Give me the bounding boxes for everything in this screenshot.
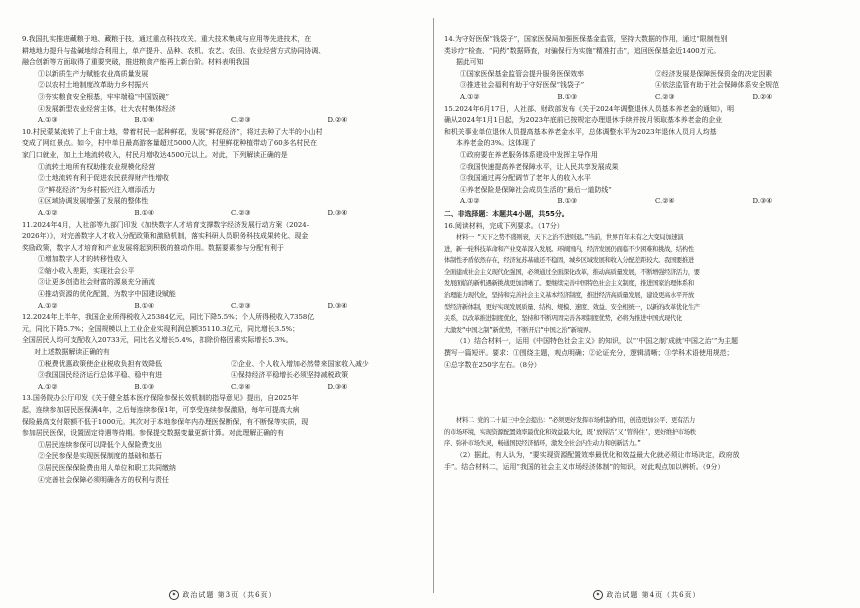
choice-d: D.③④ xyxy=(327,382,348,391)
choice-c: C.②④ xyxy=(655,197,675,206)
statement-option: ①国家医保基金监管会提升服务医保效率 xyxy=(460,69,585,78)
requirement-line: ④总字数在250字左右。（8分） xyxy=(444,360,541,369)
choice-b: B.①④ xyxy=(134,116,155,125)
answer-choices xyxy=(460,196,850,208)
page-4 xyxy=(444,0,850,608)
choice-a: A.①③ xyxy=(38,116,58,125)
statement-option: ④保持经济平稳增长必须坚持减税政策 xyxy=(231,371,349,380)
choice-c: C.②③ xyxy=(655,92,675,101)
question-stem: 元，同比下降5.7%；全国规模以上工业企业实现利润总额35110.3亿元，同比增长3.5%； xyxy=(22,324,300,333)
question-stem: 类诊疗”检查、“同药”数据筛查，对骗保行为实施“精准打击”，追回医保基金近1400万元。 xyxy=(444,46,721,55)
statement-option: ③我国通过再分配调节了老年人的收入水平 xyxy=(460,174,591,183)
question-11 xyxy=(22,220,424,313)
question-stem: 融合创新等方面取得了重要突破，推进粮食产能再上新台阶。材料表明我国 xyxy=(22,58,250,67)
material-line: 发展面临的新机遇新挑战更加清晰了。要继续完善中国特色社会主义制度，推进国家治理体系和 xyxy=(444,280,694,288)
question-9 xyxy=(22,34,424,127)
question-stem: 全国居民人均可支配收入20733元，同比名义增长5.4%，扣除价格因素实际增长5.3%。 xyxy=(22,336,293,345)
material-line: 型经济新体制，更好实现发展质量、结构、规模、速度、效益、安全相统一，以新的改革优化生产 xyxy=(444,303,700,311)
question-stem: 12.2024年上半年，我国企业所得税收入25384亿元，同比下降5.5%；个人所得税收入7358亿 xyxy=(22,313,315,322)
statement-option: ②经济发展是保障医保资金的决定因素 xyxy=(655,69,773,78)
statement-row xyxy=(38,370,424,382)
brand-logo-icon: ✦ xyxy=(169,590,179,600)
question-stem: 起，连续参加居民医保满4年，之后每连续参保1年，可享受连续参保激励，每年可提高大病 xyxy=(22,406,300,414)
statement-option: ④养老保险是保障社会成员生活的“最后一道防线” xyxy=(460,185,612,194)
statement-option: ②缩小收入差距，实现社会公平 xyxy=(38,266,135,275)
question-stem: 奖励政策，数字人才培育和产业发展将起到积极的推动作用。数据要素参与分配有利于 xyxy=(22,243,284,252)
question-stem: 参加居民医保，设置固定待遇等待期。参保提交数据变量更新计算。对此理解正确的有 xyxy=(22,429,284,438)
choice-d: D.③④ xyxy=(327,208,348,217)
question-15 xyxy=(444,104,850,208)
question-stem: 本养老金的3%。这体现了 xyxy=(456,139,536,148)
requirement-line: （2）据此，有人认为，“要实现资源配置效率最优化和效益最大化就必须让市场决定，政府放 xyxy=(456,451,740,459)
statement-option: ③推进社会福利有助于守好医保“钱袋子” xyxy=(460,81,585,90)
choice-a: A.①② xyxy=(38,382,58,391)
statement-option: ②我国快速提高养老保障水平，让人民共享发展成果 xyxy=(460,162,619,171)
material-line: 全面建成社会主义现代化强国，必须通过全面深化改革，推动高质量发展，不断增强经济活力，要 xyxy=(444,268,700,276)
question-stem: 和机关事业单位退休人员提高基本养老金水平，总体调整水平为2023年退休人员月人均基 xyxy=(444,127,717,136)
statement-option: ③让更多创造社会财富的源泉充分涌流 xyxy=(38,278,156,287)
question-stem: 9.我国扎实推进藏粮于地、藏粮于技，通过重点科技攻关、重大技术集成与应用等先进技术，在 xyxy=(22,35,312,43)
choice-c: C.②③ xyxy=(231,301,251,310)
page-3 xyxy=(22,0,424,608)
statement-option: ①流转土地所有权助推农业规模化经营 xyxy=(38,162,156,171)
statement-option: ②以农村土地制度改革助力乡村振兴 xyxy=(38,81,149,90)
choice-c: C.②③ xyxy=(231,208,251,217)
statement-option: ③我国国民经济运行总体平稳、稳中有进 xyxy=(38,371,163,380)
choice-d: D.③④ xyxy=(752,197,773,206)
material-1 xyxy=(444,232,850,336)
page-footer xyxy=(22,590,424,602)
material-line: 序、弥补市场失灵，畅通国民经济循环，激发全社会内生动力和创新活力。” xyxy=(444,440,641,448)
choice-a: A.①② xyxy=(460,92,480,101)
choice-d: D.③④ xyxy=(327,301,348,310)
statement-option: ①增加数字人才的转移性收入 xyxy=(38,255,128,264)
material-line: 大激发“中国之制”新优势，不断开启“中国之治”新境界。 xyxy=(444,326,595,334)
page-number: 政治试题 第4页（共6页） xyxy=(606,591,701,599)
statement-option: ④依法监管有助于社会保障体系安全规范 xyxy=(655,81,780,90)
answer-choices xyxy=(38,301,424,313)
statement-option: ①居民连续参保可以降低个人保险费支出 xyxy=(38,440,163,449)
choice-a: A.①② xyxy=(38,208,58,217)
question-16-stem: 16.阅读材料，完成下列要求。（17分） xyxy=(444,221,564,230)
question-stem: 变成了网红景点。如今，村中单日最高游客量超过5000人次，村里鲜花种植带动了60多名村民在 xyxy=(22,139,318,148)
question-stem: 15.2024年6月17日，人社部、财政部发布《关于2024年调整退休人员基本养老金的通知》，明 xyxy=(444,104,735,113)
statement-option: ①政府要在养老服务体系建设中发挥主导作用 xyxy=(460,150,598,159)
statement-option: ②土地流转有利于促进农民获得财产性增收 xyxy=(38,174,169,183)
question-13 xyxy=(22,393,424,486)
material-line: 进，新一轮科技革命和产业变革深入发展。环顾国内，经济发展仍面临不少困难和挑战，结构性 xyxy=(444,245,694,253)
statement-option: ④完善社会保障必须明确各方的权利与责任 xyxy=(38,475,169,484)
answer-choices xyxy=(38,382,424,394)
question-stem: 13.国务院办公厅印发《关于健全基本医疗保险参保长效机制的指导意见》提出，自2025年 xyxy=(22,394,299,403)
question-stem: 确从2024年1月1日起，为2023年底前已按规定办理退休手续并按月领取基本养老金的企业 xyxy=(444,116,723,125)
choice-c: C.②③ xyxy=(231,116,251,125)
question-14 xyxy=(444,34,850,104)
statement-option: ④区域协调发展增强了发展的整体性 xyxy=(38,197,149,206)
requirement-line: 手”。结合材料二，运用“我国的社会主义市场经济体制”的知识，对此观点加以辨析。（9分） xyxy=(444,462,725,471)
choice-b: B.①③ xyxy=(557,197,578,206)
page-divider xyxy=(433,18,434,593)
question-10 xyxy=(22,127,424,220)
statement-row xyxy=(38,359,424,371)
brand-logo-icon: ✦ xyxy=(593,590,603,600)
choice-b: B.①③ xyxy=(134,382,155,391)
statement-option: ②企业、个人收入增加必然带来国家收入减少 xyxy=(231,359,369,368)
answer-choices xyxy=(460,92,850,104)
statement-option: ③居民医保保险费由用人单位和职工共同缴纳 xyxy=(38,463,176,472)
material-line: 关系，以改革推进制度优化，坚持和不断巩固完善各项制度优势，必将为推进中国式现代化 xyxy=(444,315,682,323)
choice-d: D.②④ xyxy=(327,116,348,125)
question-stem: 11.2024年4月，人社部等九部门印发《加快数字人才培育支撑数字经济发展行动方案（2024- xyxy=(22,220,310,229)
question-stem: 14.为守好医保“钱袋子”，国家医保局加强医保基金监管，坚持大数据的作用，通过“限制性别 xyxy=(444,35,728,43)
requirement-line: 撰写一篇短评。要求：①围绕主题，观点明确；②论证充分，逻辑清晰；③学科术语使用规范； xyxy=(444,349,734,358)
answer-choices xyxy=(38,208,424,220)
question-12 xyxy=(22,312,424,393)
choice-b: B.①③ xyxy=(557,92,578,101)
statement-option: ④发展新型农业经营主体，壮大农村集体经济 xyxy=(38,104,176,113)
material-line: 治理能力现代化，坚持和完善社会主义基本经济制度，推进经济高质量发展，建设更高水平开放 xyxy=(444,292,694,300)
statement-row xyxy=(460,80,850,92)
question-stem: 对上述数据解读正确的有 xyxy=(34,348,110,357)
requirement-1 xyxy=(444,336,850,371)
question-stem: 2026年）》，对完善数字人才收入分配政策和激励机制，落实科研人员职务科技成果转化、现金 xyxy=(22,232,309,241)
question-stem: 据此可知 xyxy=(456,58,484,67)
material-line: 体制性矛盾依然存在，经济复苏基础还不稳固，城乡区域发展和收入分配差距较大。我国要推进 xyxy=(444,257,694,265)
material-line: 材料二 党的二十届三中全会提出：“必须更好发挥市场机制作用，创造更加公平、更有活力 xyxy=(456,417,695,425)
statement-option: ②全民参保是实现医保制度的基础和基石 xyxy=(38,452,163,461)
choice-b: B.①④ xyxy=(134,208,155,217)
choice-d: D.②④ xyxy=(752,92,773,101)
statement-option: ④推动资源的优化配置，为数字中国建设赋能 xyxy=(38,290,176,299)
material-line: 材料一 “天下之势不盛则衰，天下之治不进则退。”当前，世界百年未有之大变局加速演 xyxy=(456,234,684,242)
choice-b: B.①④ xyxy=(134,301,155,310)
statement-option: ③“鲜花经济”为乡村振兴注入增添活力 xyxy=(38,185,156,194)
question-stem: 耕地地力提升与盐碱地综合利用上，单产提升、品种、农机、农艺、农田、农业经营方式协同协调、 xyxy=(22,46,326,55)
choice-a: A.①② xyxy=(460,197,480,206)
statement-option: ①税费优惠政策使企业税收负担有效降低 xyxy=(38,359,163,368)
material-line: 的市场环境，实现资源配置效率最优化和效益最大化，既‘放得活’又‘管得住’，更好维护市场秩 xyxy=(444,428,696,436)
answer-choices xyxy=(38,115,424,127)
page-footer xyxy=(444,590,850,602)
material-2 xyxy=(444,415,850,450)
page-number: 政治试题 第3页（共6页） xyxy=(182,591,277,599)
requirement-2 xyxy=(444,450,850,473)
section-heading: 二、非选择题：本题共4小题，共55分。 xyxy=(444,209,569,218)
statement-row xyxy=(460,69,850,81)
requirement-line: （1）结合材料一，运用《中国特色社会主义》的知识，以“‘中国之制’成就‘中国之治’”为主题 xyxy=(456,337,739,346)
statement-option: ③夯实粮食安全根基，牢牢端稳“中国饭碗” xyxy=(38,92,170,101)
statement-option: ①以新质生产力赋能农业高质量发展 xyxy=(38,69,149,78)
question-stem: 10.村民蒙某流转了上千亩土地，带着村民一起种鲜花，发展“鲜花经济”，将过去种了大半的小山村 xyxy=(22,127,323,136)
question-stem: 保险最高支付限额不低于1000元。其次对于本地参保年内办理医保断保，有不断保等实质，现 xyxy=(22,417,309,426)
choice-c: C.②④ xyxy=(231,382,251,391)
answer-space xyxy=(444,371,850,415)
choice-a: A.①② xyxy=(38,301,58,310)
question-stem: 家门口就业，加上土地流转收入，村民月增收达4500元以上。对此，下列解读正确的是 xyxy=(22,150,288,159)
